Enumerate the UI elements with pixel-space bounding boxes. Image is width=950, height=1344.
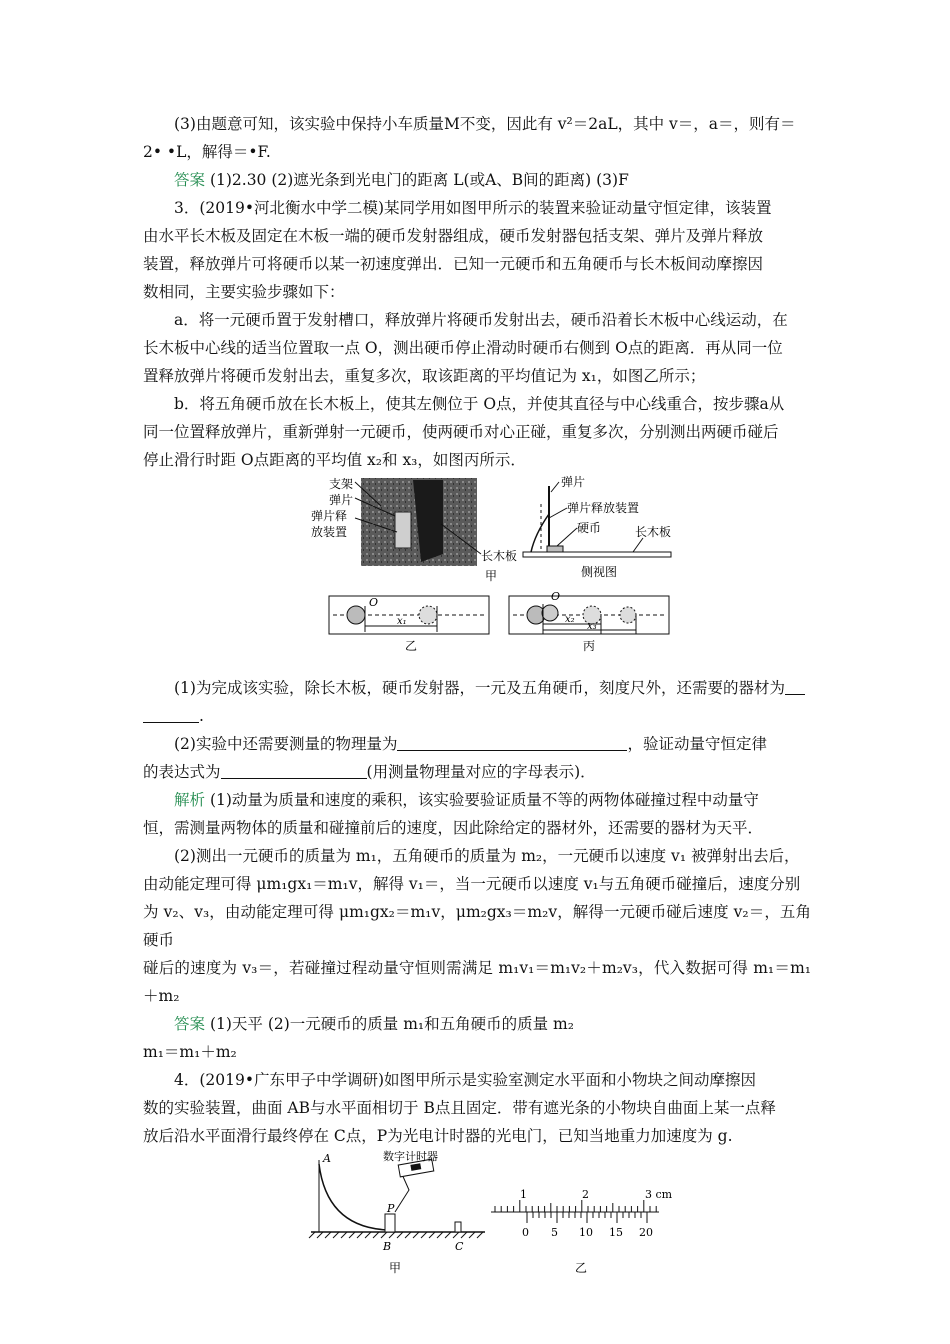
vernier-label: 15 bbox=[609, 1226, 623, 1239]
step-line: 同一位置释放弹片，重新弹射一元硬币，使两硬币对心正碰，重复多次，分别测出两硬币碰后 bbox=[143, 423, 779, 441]
yi-x1: x₁ bbox=[397, 616, 407, 627]
analysis-text: (1)动量为质量和速度的乘积，该实验要验证质量不等的两物体碰撞过程中动量守 bbox=[209, 791, 759, 809]
analysis-label: 解析 bbox=[174, 791, 206, 809]
answer-blank bbox=[785, 680, 805, 695]
figure-friction-setup bbox=[143, 1150, 811, 1278]
question-line: 由水平长木板及固定在木板一端的硬币发射器组成，硬币发射器包括支架、弹片及弹片释放 bbox=[143, 227, 764, 245]
answer-blank bbox=[221, 764, 367, 779]
photo-label: 弹片释 bbox=[311, 509, 348, 523]
point-P: P bbox=[387, 1202, 395, 1215]
vernier-label: 0 bbox=[522, 1226, 529, 1239]
vernier-label: 20 bbox=[639, 1226, 653, 1239]
side-view-caption: 侧视图 bbox=[581, 565, 618, 579]
caption-yi: 乙 bbox=[405, 639, 418, 653]
answer-blank bbox=[397, 736, 627, 751]
step-line: a．将一元硬币置于发射槽口，释放弹片将硬币发射出去，硬币沿着长木板中心线运动，在 bbox=[174, 311, 788, 329]
bing-coin-five bbox=[542, 605, 558, 621]
document-page bbox=[143, 110, 811, 1278]
yi-coin-start bbox=[347, 606, 365, 624]
question-line: 数的实验装置，曲面 AB与水平面相切于 B点且固定．带有遮光条的小物块自曲面上某一点释 bbox=[143, 1099, 776, 1117]
main-scale-label: 3 cm bbox=[645, 1188, 673, 1201]
vernier-label: 10 bbox=[579, 1226, 593, 1239]
point-A: A bbox=[323, 1152, 331, 1165]
question-line: 数相同，主要实验步骤如下： bbox=[143, 283, 345, 301]
subquestion-text: (1)为完成该实验，除长木板，硬币发射器，一元及五角硬币，刻度尺外，还需要的器材为 bbox=[174, 679, 785, 697]
leader-line bbox=[557, 528, 577, 546]
main-scale-ticks bbox=[495, 1200, 656, 1212]
vernier-label: 5 bbox=[551, 1226, 558, 1239]
side-coin bbox=[547, 546, 563, 552]
step-line: 停止滑行时距 O点距离的平均值 x₂和 x₃，如图丙所示． bbox=[143, 451, 526, 469]
answer-line bbox=[143, 166, 811, 194]
analysis-line: 恒，需测量两物体的质量和碰撞前后的速度，因此除给定的器材外，还需要的器材为天平． bbox=[143, 819, 764, 837]
release-device bbox=[531, 514, 549, 552]
leader-line bbox=[549, 508, 567, 518]
answer-text: (1)2.30 (2)遮光条到光电门的距离 L(或A、B间的距离) (3)F bbox=[209, 171, 629, 189]
bing-coin-five-end bbox=[620, 607, 636, 623]
question-line: 3．(2019•河北衡水中学二模)某同学用如图甲所示的装置来验证动量守恒定律，该装置 bbox=[174, 199, 772, 217]
subquestion-text: ，验证动量守恒定律 bbox=[627, 735, 767, 753]
caption-yi: 乙 bbox=[575, 1261, 588, 1275]
analysis-line: 碰后的速度为 v₃＝，若碰撞过程动量守恒则需满足 m₁v₁＝m₁v₂＋m₂v₃，代入数据可得 m₁＝m₁＋m₂ bbox=[143, 959, 811, 1005]
leader-line bbox=[551, 482, 559, 492]
figure-coin-launcher-svg bbox=[143, 474, 811, 674]
board-label: 长木板 bbox=[481, 549, 518, 563]
figure-friction-setup-svg bbox=[143, 1150, 811, 1278]
leader-line bbox=[633, 538, 643, 552]
answer-label: 答案 bbox=[174, 171, 206, 189]
question-line: 4．(2019•广东甲子中学调研)如图甲所示是实验室测定水平面和小物块之间动摩擦因 bbox=[174, 1071, 757, 1089]
point-C: C bbox=[455, 1240, 464, 1253]
yi-coin-end bbox=[419, 606, 437, 624]
side-label: 弹片释放装置 bbox=[567, 501, 640, 515]
question-line: 装置，释放弹片可将硬币以某一初速度弹出．已知一元硬币和五角硬币与长木板间动摩擦因 bbox=[143, 255, 764, 273]
side-label: 长木板 bbox=[635, 525, 672, 539]
timer-label: 数字计时器 bbox=[383, 1150, 438, 1163]
ground-hatch bbox=[309, 1232, 483, 1238]
block-at-C bbox=[455, 1222, 461, 1232]
analysis-line: 由动能定理可得 μm₁gx₁＝m₁v，解得 v₁＝，当一元硬币以速度 v₁与五角硬币碰撞后，速度分别 bbox=[143, 875, 801, 893]
subquestion-line bbox=[143, 758, 811, 786]
caption-bing: 丙 bbox=[583, 639, 596, 653]
bing-x3: x₃ bbox=[587, 621, 597, 632]
photo-label: 放装置 bbox=[311, 525, 348, 539]
analysis-line bbox=[143, 786, 811, 814]
subquestion-text: (2)实验中还需要测量的物理量为 bbox=[174, 735, 398, 753]
step-line: 置释放弹片将硬币发射出去，重复多次，取该距离的平均值记为 x₁，如图乙所示； bbox=[143, 367, 706, 385]
step-line: 长木板中心线的适当位置取一点 O，测出硬币停止滑动时硬币右侧到 O点的距离．再从同一位 bbox=[143, 339, 783, 357]
side-board bbox=[523, 552, 671, 557]
point-B: B bbox=[383, 1240, 392, 1253]
launcher-in-photo bbox=[395, 512, 411, 548]
caption-jia: 甲 bbox=[485, 569, 498, 583]
bing-x2: x₂ bbox=[565, 614, 575, 625]
answer-line: m₁＝m₁＋m₂ bbox=[143, 1043, 237, 1061]
subquestion-text: (用测量物理量对应的字母表示)． bbox=[366, 763, 596, 781]
main-scale-label: 2 bbox=[582, 1188, 589, 1201]
bing-O: O bbox=[551, 590, 561, 603]
photogate-arm bbox=[395, 1172, 409, 1212]
answer-text: (1)天平 (2)一元硬币的质量 m₁和五角硬币的质量 m₂ bbox=[209, 1015, 574, 1033]
subquestion-text: . bbox=[199, 707, 204, 725]
subquestion-line bbox=[143, 674, 811, 702]
answer-blank bbox=[143, 708, 199, 723]
side-label: 弹片 bbox=[561, 475, 586, 489]
photogate-P bbox=[385, 1214, 395, 1232]
answer-line bbox=[143, 1010, 811, 1038]
subquestion-text: 的表达式为 bbox=[143, 763, 221, 781]
yi-O: O bbox=[369, 596, 379, 609]
answer-label: 答案 bbox=[174, 1015, 206, 1033]
solution-line: 2• •L，解得＝•F. bbox=[143, 143, 271, 161]
photo-label: 弹片 bbox=[329, 493, 354, 507]
curve-AB bbox=[319, 1164, 389, 1230]
side-label: 硬币 bbox=[577, 521, 602, 535]
subquestion-line bbox=[143, 730, 811, 758]
analysis-line: 为 v₂、v₃，由动能定理可得 μm₁gx₂＝m₁v，μm₂gx₃＝m₂v，解得一元硬币碰后速度 v₂＝，五角硬币 bbox=[143, 903, 811, 949]
question-line: 放后沿水平面滑行最终停在 C点，P为光电计时器的光电门，已知当地重力加速度为 g. bbox=[143, 1127, 733, 1145]
main-scale-label: 1 bbox=[520, 1188, 527, 1201]
analysis-line: (2)测出一元硬币的质量为 m₁，五角硬币的质量为 m₂，一元硬币以速度 v₁ 被弹射出去后， bbox=[174, 847, 800, 865]
photo-label: 支架 bbox=[329, 477, 354, 491]
figure-coin-launcher bbox=[143, 474, 811, 674]
caption-jia: 甲 bbox=[389, 1261, 402, 1275]
subquestion-line bbox=[143, 702, 811, 730]
vernier-scale-ticks bbox=[527, 1212, 647, 1223]
step-line: b．将五角硬币放在长木板上，使其左侧位于 O点，并使其直径与中心线重合，按步骤a从 bbox=[174, 395, 785, 413]
solution-line: (3)由题意可知，该实验中保持小车质量M不变，因此有 v²＝2aL，其中 v＝，a＝，则有＝ bbox=[174, 115, 796, 133]
